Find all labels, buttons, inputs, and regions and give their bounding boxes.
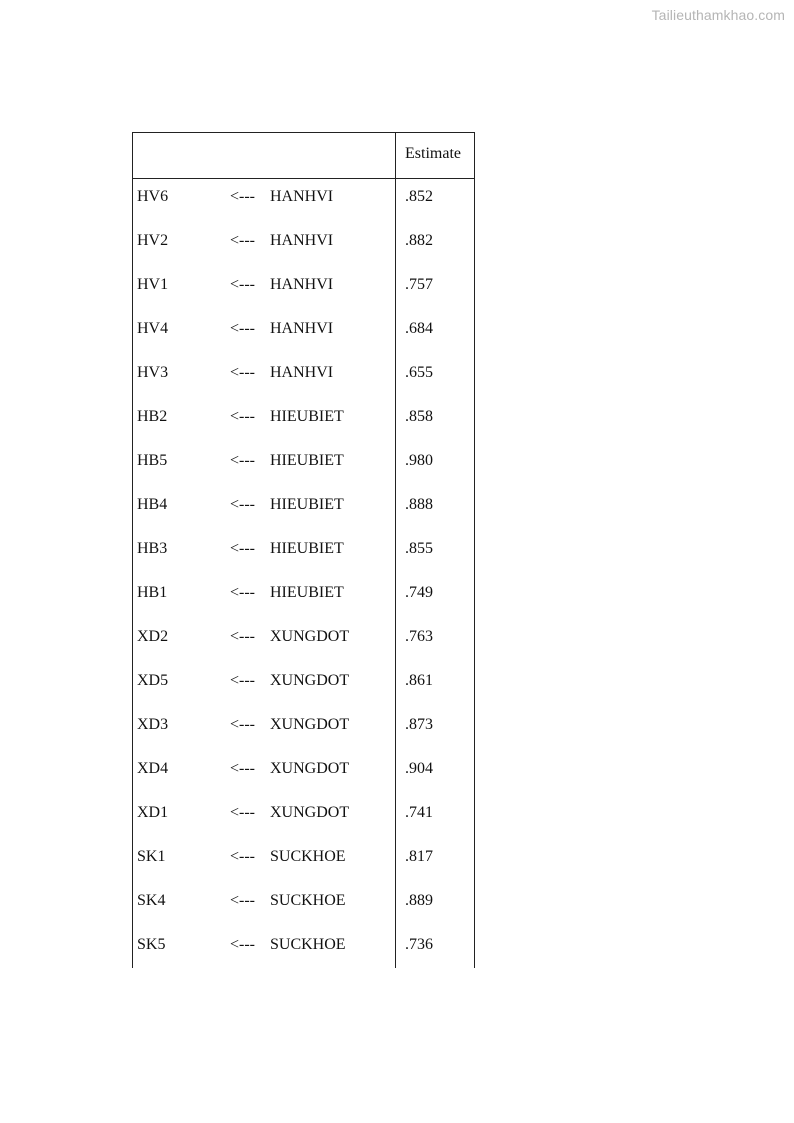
factor-cell: HANHVI [270,320,334,337]
variable-cell: SK4 [137,892,166,909]
factor-cell: XUNGDOT [270,760,350,777]
variable-cell: HV1 [137,276,169,293]
variable-cell: SK5 [137,936,166,953]
factor-cell: HIEUBIET [270,452,344,469]
arrow-cell: <--- [230,760,256,777]
header-rule [132,178,475,179]
table-row [0,276,794,296]
variable-cell: SK1 [137,848,166,865]
table-row [0,188,794,208]
factor-cell: SUCKHOE [270,892,346,909]
table-row [0,848,794,868]
factor-cell: SUCKHOE [270,848,346,865]
estimate-cell: .882 [405,232,433,249]
estimate-cell: .889 [405,892,433,909]
arrow-cell: <--- [230,540,256,557]
variable-cell: XD2 [137,628,169,645]
factor-cell: HIEUBIET [270,408,344,425]
variable-cell: HV3 [137,364,169,381]
factor-cell: HIEUBIET [270,584,344,601]
table-row [0,364,794,384]
table-row [0,496,794,516]
arrow-cell: <--- [230,188,256,205]
arrow-cell: <--- [230,496,256,513]
variable-cell: XD3 [137,716,169,733]
watermark-text: Tailieuthamkhao.com [651,7,785,23]
variable-cell: XD1 [137,804,169,821]
table-row [0,892,794,912]
estimate-cell: .858 [405,408,433,425]
variable-cell: HB5 [137,452,168,469]
table-row [0,628,794,648]
table-row [0,452,794,472]
estimate-cell: .655 [405,364,433,381]
arrow-cell: <--- [230,232,256,249]
table-row [0,716,794,736]
factor-cell: HANHVI [270,188,334,205]
table-row [0,672,794,692]
estimate-cell: .817 [405,848,433,865]
arrow-cell: <--- [230,672,256,689]
estimate-cell: .861 [405,672,433,689]
variable-cell: HV2 [137,232,169,249]
estimate-cell: .736 [405,936,433,953]
factor-cell: XUNGDOT [270,804,350,821]
variable-cell: XD4 [137,760,169,777]
factor-cell: HIEUBIET [270,540,344,557]
estimate-cell: .980 [405,452,433,469]
variable-cell: XD5 [137,672,169,689]
table-row [0,540,794,560]
estimate-cell: .855 [405,540,433,557]
estimate-cell: .852 [405,188,433,205]
arrow-cell: <--- [230,936,256,953]
table-row [0,760,794,780]
estimate-cell: .763 [405,628,433,645]
arrow-cell: <--- [230,364,256,381]
arrow-cell: <--- [230,804,256,821]
variable-cell: HB3 [137,540,168,557]
table-row [0,232,794,252]
table-row [0,584,794,604]
variable-cell: HV6 [137,188,169,205]
estimate-cell: .741 [405,804,433,821]
factor-cell: HANHVI [270,276,334,293]
table-row [0,408,794,428]
estimate-cell: .873 [405,716,433,733]
factor-cell: HANHVI [270,232,334,249]
arrow-cell: <--- [230,408,256,425]
estimate-cell: .888 [405,496,433,513]
factor-cell: XUNGDOT [270,672,350,689]
arrow-cell: <--- [230,276,256,293]
factor-cell: HANHVI [270,364,334,381]
factor-cell: HIEUBIET [270,496,344,513]
table-row [0,320,794,340]
factor-cell: SUCKHOE [270,936,346,953]
estimate-cell: .684 [405,320,433,337]
arrow-cell: <--- [230,584,256,601]
factor-cell: XUNGDOT [270,628,350,645]
arrow-cell: <--- [230,716,256,733]
variable-cell: HB1 [137,584,168,601]
table-row [0,936,794,956]
arrow-cell: <--- [230,892,256,909]
arrow-cell: <--- [230,452,256,469]
arrow-cell: <--- [230,848,256,865]
variable-cell: HB4 [137,496,168,513]
variable-cell: HB2 [137,408,168,425]
estimate-cell: .749 [405,584,433,601]
variable-cell: HV4 [137,320,169,337]
arrow-cell: <--- [230,320,256,337]
table-row [0,804,794,824]
arrow-cell: <--- [230,628,256,645]
factor-cell: XUNGDOT [270,716,350,733]
estimate-cell: .904 [405,760,433,777]
estimate-cell: .757 [405,276,433,293]
estimate-column-header: Estimate [405,145,461,162]
